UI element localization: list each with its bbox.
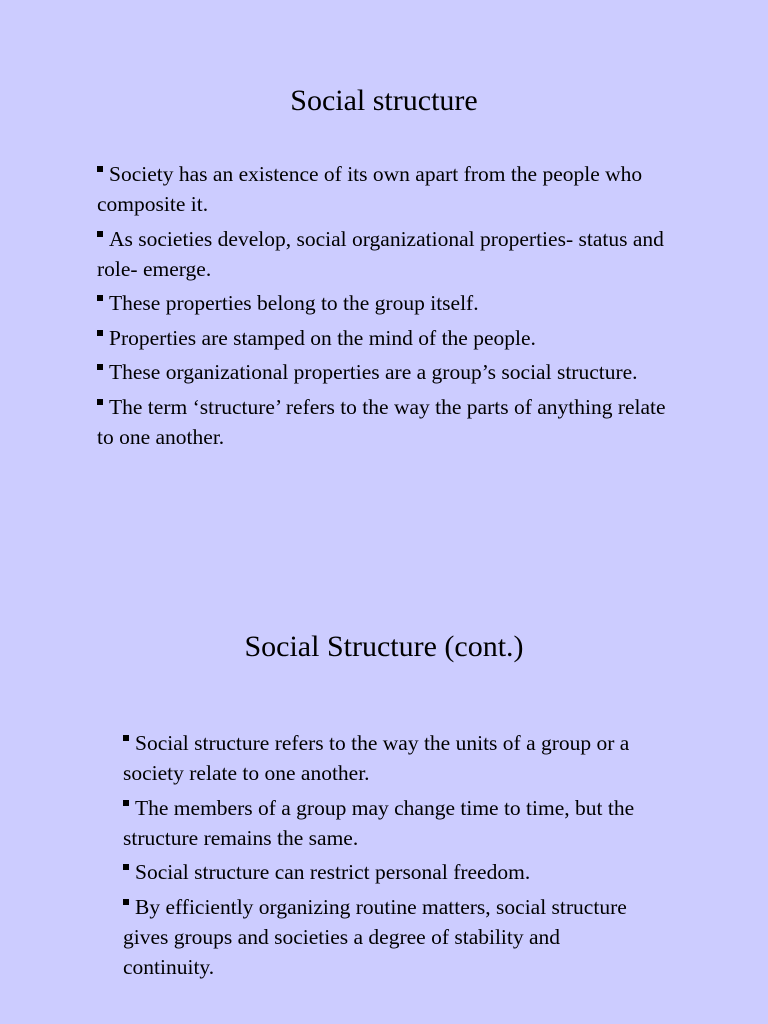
square-bullet-icon [97, 399, 103, 405]
bullet-item [123, 857, 643, 887]
bullet-text: The members of a group may change time to time, but the structure remains the same. [123, 795, 635, 850]
square-bullet-icon [97, 231, 103, 237]
bullet-item [97, 159, 677, 219]
bullet-text: Properties are stamped on the mind of the people. [109, 325, 536, 350]
square-bullet-icon [97, 295, 103, 301]
bullet-text: Social structure can restrict personal freedom. [135, 860, 531, 884]
square-bullet-icon [123, 735, 129, 741]
bullet-item [97, 357, 677, 387]
bullet-text: Society has an existence of its own apart from the people who composite it. [97, 162, 643, 216]
slide-title: Social structure [290, 84, 478, 117]
bullet-text: By efficiently organizing routine matters, social structure gives groups and societies a degree of stability and continuity. [123, 894, 627, 979]
bullet-item [123, 793, 643, 853]
square-bullet-icon [123, 800, 129, 806]
bullet-item [123, 892, 643, 982]
bullet-text: As societies develop, social organizational properties- status and role- emerge. [97, 226, 664, 281]
slide-title: Social Structure (cont.) [244, 630, 524, 663]
bullet-text: The term ‘structure’ refers to the way the parts of anything relate to one another. [97, 394, 666, 449]
bullet-list [97, 159, 677, 456]
bullet-text: These properties belong to the group itself. [109, 291, 479, 315]
bullet-item [97, 392, 677, 452]
bullet-text: Social structure refers to the way the units of a group or a society relate to one another. [123, 731, 630, 785]
square-bullet-icon [97, 166, 103, 172]
bullet-text: These organizational properties are a group’s social structure. [109, 360, 638, 384]
slide-social-structure-cont [0, 512, 768, 1024]
square-bullet-icon [97, 364, 103, 370]
square-bullet-icon [123, 899, 129, 905]
bullet-list [123, 728, 643, 986]
bullet-item [97, 288, 677, 318]
bullet-item [123, 728, 643, 788]
bullet-item [97, 323, 677, 353]
bullet-item [97, 224, 677, 284]
square-bullet-icon [97, 330, 103, 336]
square-bullet-icon [123, 864, 129, 870]
